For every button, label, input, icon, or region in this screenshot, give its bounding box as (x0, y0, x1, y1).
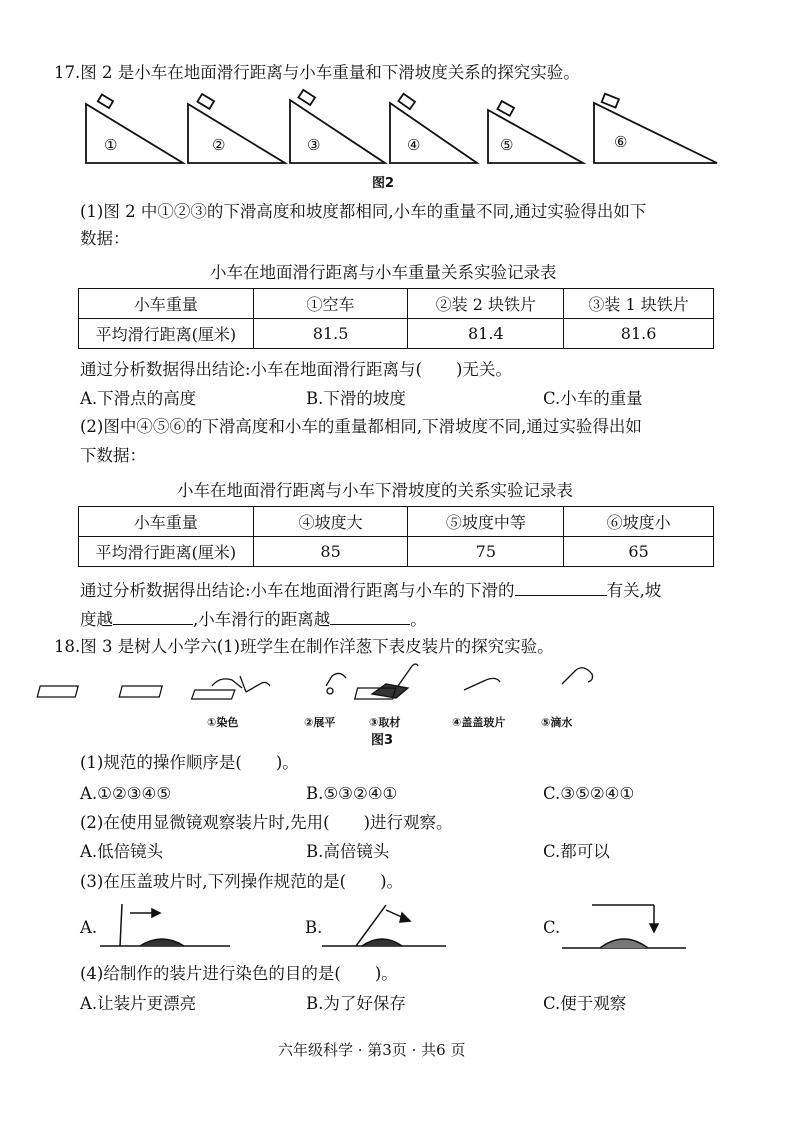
p3-text-a: (3)在压盖玻片时,下列操作规范的是( (80, 872, 347, 891)
table2-cell-3: 65 (564, 537, 714, 567)
step-label-1: ①染色 (207, 716, 239, 729)
coverslip-b-diagram (322, 905, 446, 946)
conclusion2-text-d: ,小车滑行的距离越 (193, 610, 331, 629)
table2-cell-0: 平均滑行距离(厘米) (79, 537, 254, 567)
p3-option-a[interactable]: A. (80, 918, 98, 937)
p4-text-b: )。 (374, 964, 398, 983)
step-label-4: ④盖盖玻片 (452, 716, 506, 729)
coverslip-a-diagram (100, 904, 230, 946)
coverslip-c-diagram (562, 905, 686, 948)
conclusion2-text-b: 有关,坡 (606, 581, 662, 600)
conclusion1-text-a: 通过分析数据得出结论:小车在地面滑行距离与( (80, 360, 422, 379)
q17-part1-line1: (1)图 2 中①②③的下滑高度和坡度都相同,小车的重量不同,通过实验得出如下 (80, 202, 647, 221)
q18-p4 (80, 964, 398, 984)
p4-option-c[interactable]: C.便于观察 (543, 994, 627, 1013)
conclusion2-text-a: 通过分析数据得出结论:小车在地面滑行距离与小车的下滑的 (80, 581, 515, 600)
conclusion2-text-e: 。 (410, 610, 427, 629)
p1-option-b[interactable]: B.⑤③②④① (306, 784, 398, 803)
ramp-marker-4: ④ (407, 136, 421, 154)
option1-c[interactable]: C.小车的重量 (543, 389, 643, 408)
table1-cell-3: 81.6 (564, 319, 714, 349)
table2-cell-1: 85 (253, 537, 408, 567)
option1-a[interactable]: A.下滑点的高度 (80, 389, 197, 408)
p4-option-a[interactable]: A.让装片更漂亮 (80, 994, 197, 1013)
q17-stem: 17.图 2 是小车在地面滑行距离与小车重量和下滑坡度关系的探究实验。 (54, 63, 580, 82)
table1-header-2: ②装 2 块铁片 (408, 289, 564, 319)
option1-b[interactable]: B.下滑的坡度 (306, 389, 406, 408)
p4-text-a: (4)给制作的装片进行染色的目的是( (80, 964, 341, 983)
table1-cell-0: 平均滑行距离(厘米) (79, 319, 254, 349)
table2-cell-2: 75 (408, 537, 564, 567)
p3-text-b: )。 (380, 872, 403, 891)
p3-option-b[interactable]: B. (305, 918, 323, 937)
table2-header-0: 小车重量 (79, 507, 254, 537)
conclusion1-text-b: )无关。 (456, 360, 512, 379)
table2-header-3: ⑥坡度小 (564, 507, 714, 537)
p1-text-a: (1)规范的操作顺序是( (80, 753, 242, 772)
ramp-marker-1: ① (104, 136, 118, 154)
p2-option-a[interactable]: A.低倍镜头 (80, 842, 164, 861)
table2-header-1: ④坡度大 (253, 507, 408, 537)
p4-option-b[interactable]: B.为了好保存 (306, 994, 406, 1013)
table1-title: 小车在地面滑行距离与小车重量关系实验记录表 (210, 263, 557, 282)
table1-header-3: ③装 1 块铁片 (564, 289, 714, 319)
conclusion2-text-c: 度越 (80, 610, 113, 629)
ramp-marker-5: ⑤ (500, 136, 514, 154)
ramp-marker-6: ⑥ (614, 133, 628, 151)
p2-text-b: )进行观察。 (363, 813, 453, 832)
figure-2-caption: 图2 (372, 176, 395, 191)
ramp-marker-2: ② (212, 136, 226, 154)
table1-header-1: ①空车 (253, 289, 408, 319)
table1-header-0: 小车重量 (79, 289, 254, 319)
step-label-2: ②展平 (304, 716, 336, 729)
figure-3-caption: 图3 (371, 733, 394, 748)
table2-title: 小车在地面滑行距离与小车下滑坡度的关系实验记录表 (177, 481, 573, 500)
p1-text-b: )。 (275, 753, 299, 772)
p2-text-a: (2)在使用显微镜观察装片时,先用( (80, 813, 330, 832)
p1-option-a[interactable]: A.①②③④⑤ (80, 784, 172, 803)
page-footer: 六年级科学 · 第3页 · 共6 页 (278, 1041, 466, 1059)
p2-option-c[interactable]: C.都可以 (543, 842, 610, 861)
q17-part2-line1: (2)图中④⑤⑥的下滑高度和小车的重量都相同,下滑坡度不同,通过实验得出如 (80, 417, 642, 436)
p2-option-b[interactable]: B.高倍镜头 (306, 842, 390, 861)
table2-header-2: ⑤坡度中等 (408, 507, 564, 537)
step-label-5: ⑤滴水 (541, 716, 573, 729)
p3-option-c[interactable]: C. (543, 918, 561, 937)
table1-cell-1: 81.5 (253, 319, 408, 349)
p1-option-c[interactable]: C.③⑤②④① (543, 784, 635, 803)
q18-stem: 18.图 3 是树人小学六(1)班学生在制作洋葱下表皮装片的探究实验。 (54, 637, 554, 656)
step-label-3: ③取材 (369, 716, 401, 729)
q17-part2-line2: 下数据： (80, 446, 146, 465)
table1-cell-2: 81.4 (408, 319, 564, 349)
q17-part1-line2: 数据： (80, 229, 130, 248)
ramp-marker-3: ③ (307, 136, 321, 154)
